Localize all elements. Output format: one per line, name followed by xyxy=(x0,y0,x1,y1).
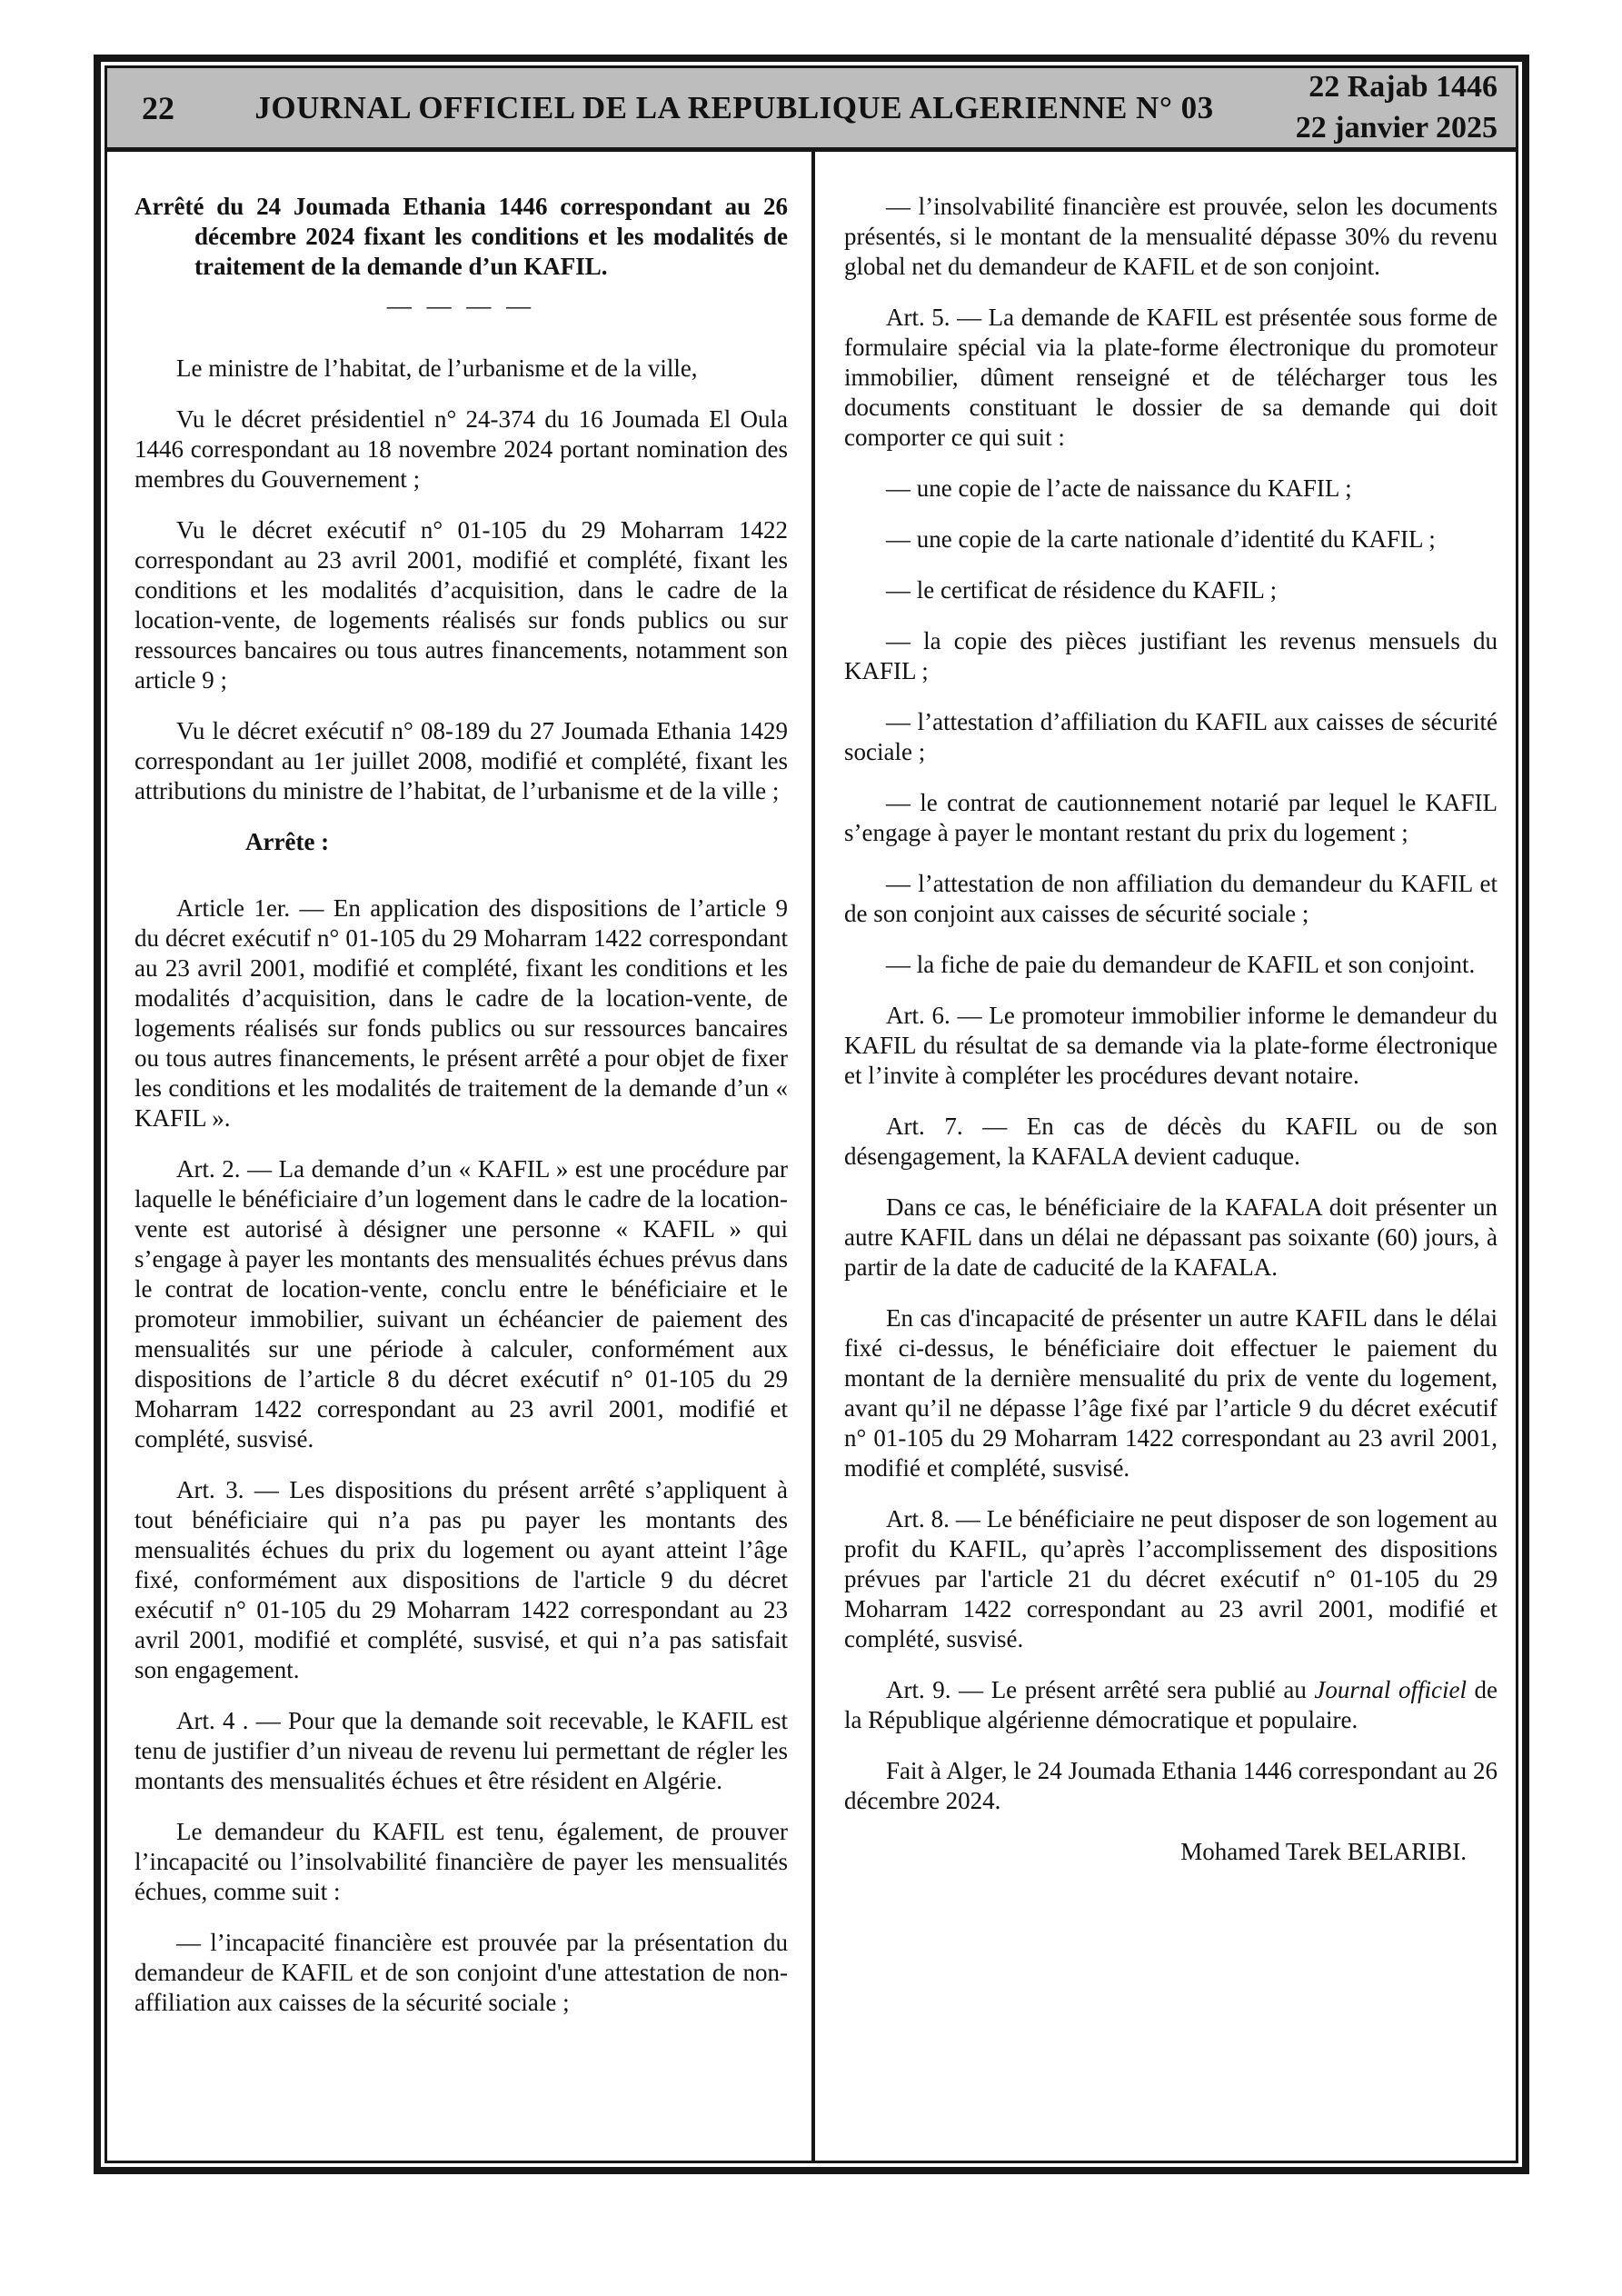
paragraph: Fait à Alger, le 24 Joumada Ethania 1446 correspondant au 26 décembre 2024. xyxy=(844,1757,1498,1814)
paragraph: Le demandeur du KAFIL est tenu, également, de prouver l’incapacité ou l’insolvabilité financière de payer les mensualités échues, comme suit : xyxy=(134,1818,788,1905)
paragraph: Article 1er. — En application des dispositions de l’article 9 du décret exécutif n° 01-105 du 29 Moharram 1422 correspondant au 23 avril 2001, modifié et complété, fixant les conditions et les modalités d’acquisition, dans le cadre de la location-vente, de logements réalisés sur fonds publics ou sur ressources bancaires ou tous autres financements, le présent arrêté a pour objet de fixer les conditions et les modalités de traitement de la demande d’un « KAFIL ». xyxy=(134,894,788,1132)
paragraph: — la fiche de paie du demandeur de KAFIL et son conjoint. xyxy=(886,951,1476,978)
paragraph: Vu le décret exécutif n° 01-105 du 29 Moharram 1422 correspondant au 23 avril 2001, modifié et complété, fixant les conditions et les modalités d’acquisition, dans le cadre de la location-vente, de logements réalisés sur fonds publics ou sur ressources bancaires ou tous autres financements, notamment son article 9 ; xyxy=(134,516,788,694)
paragraph: Art. 4 . — Pour que la demande soit recevable, le KAFIL est tenu de justifier d’un niveau de revenu lui permettant de régler les montants des mensualités échues et être résident en Algérie. xyxy=(134,1707,788,1794)
paragraph: Vu le décret présidentiel n° 24-374 du 16 Joumada El Oula 1446 correspondant au 18 novembre 2024 portant nomination des membres du Gouvernement ; xyxy=(134,405,788,493)
paragraph: Art. 2. — La demande d’un « KAFIL » est une procédure par laquelle le bénéficiaire d’un logement dans le cadre de la location-vente est autorisé à désigner une personne « KAFIL » qui s’engage à payer les montants des mensualités échues prévus dans le contrat de location-vente, conclu entre le bénéficiaire et le promoteur immobilier, suivant un échéancier de paiement des mensualités sur une période à calculer, conformément aux dispositions de l’article 8 du décret exécutif n° 01-105 du 29 Moharram 1422 correspondant au 23 avril 2001, modifié et complété, susvisé. xyxy=(134,1155,788,1452)
title-block: Arrêté du 24 Joumada Ethania 1446 correspondant au 26 décembre 2024 fixant les conditions et les modalités de traitement de la demande d’un KAFIL. xyxy=(134,193,788,280)
paragraph: Dans ce cas, le bénéficiaire de la KAFALA doit présenter un autre KAFIL dans un délai ne dépassant pas soixante (60) jours, à partir de la date de caducité de la KAFALA. xyxy=(844,1193,1498,1281)
page-frame-inner xyxy=(104,65,1518,2163)
column-left xyxy=(107,152,811,2161)
content-area xyxy=(107,152,1516,2161)
journal-title: JOURNAL OFFICIEL DE LA REPUBLIQUE ALGERIENNE N° 03 xyxy=(254,89,1214,125)
paragraph: Art. 3. — Les dispositions du présent arrêté s’appliquent à tout bénéficiaire qui n’a pas pu payer les montants des mensualités échues du prix du logement ou ayant atteint l’âge fixé, conformément aux dispositions de l'article 9 du décret exécutif n° 01-105 du 29 Moharram 1422 correspondant au 23 avril 2001, modifié et complété, susvisé, et qui n’a pas satisfait son engagement. xyxy=(134,1476,788,1683)
paragraph: Art. 6. — Le promoteur immobilier informe le demandeur du KAFIL du résultat de sa demande via la plate-forme électronique et l’invite à compléter les procédures devant notaire. xyxy=(844,1002,1498,1089)
paragraph: Art. 5. — La demande de KAFIL est présentée sous forme de formulaire spécial via la plate-forme électronique du promoteur immobilier, dûment renseigné et de télécharger tous les documents constituant le dossier de sa demande qui doit comporter ce qui suit : xyxy=(844,304,1498,451)
signature: Mohamed Tarek BELARIBI. xyxy=(1180,1838,1467,1865)
header-dates xyxy=(1243,67,1516,149)
arrete: Arrête : xyxy=(245,828,330,855)
paragraph: — l’insolvabilité financière est prouvée, selon les documents présentés, si le montant de la mensualité dépasse 30% du revenu global net du demandeur de KAFIL et de son conjoint. xyxy=(844,193,1498,280)
paragraph: — une copie de l’acte de naissance du KAFIL ; xyxy=(886,474,1352,502)
date-hijri: 22 Rajab 1446 xyxy=(1309,69,1498,104)
paragraph: — le contrat de cautionnement notarié par lequel le KAFIL s’engage à payer le montant restant du prix du logement ; xyxy=(844,789,1498,846)
paragraph: — la copie des pièces justifiant les revenus mensuels du KAFIL ; xyxy=(844,627,1498,684)
date-gregorian: 22 janvier 2025 xyxy=(1295,110,1498,145)
paragraph: — l’attestation de non affiliation du demandeur du KAFIL et de son conjoint aux caisses de sécurité sociale ; xyxy=(844,870,1498,927)
paragraph: — l’attestation d’affiliation du KAFIL aux caisses de sécurité sociale ; xyxy=(844,708,1498,765)
dash-divider: — — — — xyxy=(386,292,536,319)
column-right xyxy=(815,152,1516,2161)
paragraph: Art. 9. — Le présent arrêté sera publié au Journal officiel de la République algérienne démocratique et populaire. xyxy=(844,1676,1498,1733)
header-bar xyxy=(107,68,1516,152)
paragraph: — le certificat de résidence du KAFIL ; xyxy=(886,576,1278,604)
paragraph: Le ministre de l’habitat, de l’urbanisme et de la ville, xyxy=(176,354,698,382)
paragraph: En cas d'incapacité de présenter un autre KAFIL dans le délai fixé ci-dessus, le bénéficiaire doit effectuer le paiement du montant de la dernière mensualité du prix de vente du logement, avant qu’il ne dépasse l’âge fixé par l’article 9 du décret exécutif n° 01-105 du 29 Moharram 1422 correspondant au 23 avril 2001, modifié et complété, susvisé. xyxy=(844,1304,1498,1482)
paragraph: — une copie de la carte nationale d’identité du KAFIL ; xyxy=(886,525,1436,553)
paragraph: Art. 8. — Le bénéficiaire ne peut disposer de son logement au profit du KAFIL, qu’après l’accomplissement des dispositions prévues par l'article 21 du décret exécutif n° 01-105 du 29 Moharram 1422 correspondant au 23 avril 2001, modifié et complété, susvisé. xyxy=(844,1505,1498,1652)
paragraph: Art. 7. — En cas de décès du KAFIL ou de son désengagement, la KAFALA devient caduque. xyxy=(844,1113,1498,1170)
paragraph: Vu le décret exécutif n° 08-189 du 27 Joumada Ethania 1429 correspondant au 1er juillet 2008, modifié et complété, fixant les attributions du ministre de l’habitat, de l’urbanisme et de la ville ; xyxy=(134,717,788,804)
page-number: 22 xyxy=(142,89,174,126)
page-frame xyxy=(94,55,1529,2174)
paragraph: — l’incapacité financière est prouvée par la présentation du demandeur de KAFIL et de son conjoint d'une attestation de non-affiliation aux caisses de la sécurité sociale ; xyxy=(134,1929,788,2016)
